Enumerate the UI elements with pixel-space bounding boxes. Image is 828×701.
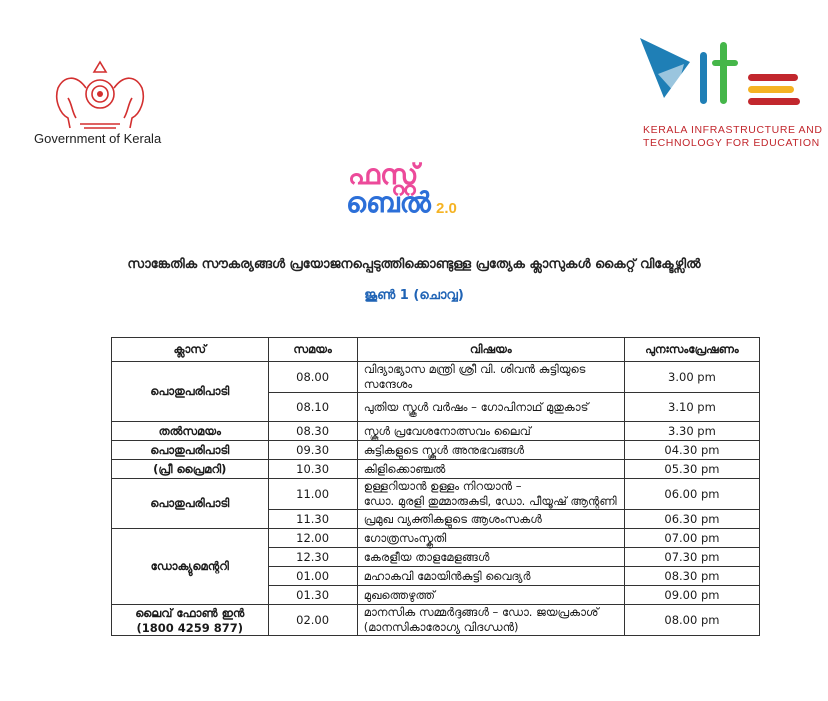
- rebroadcast-cell: 08.30 pm: [624, 567, 759, 586]
- subject-cell: മഹാകവി മോയിൻകുട്ടി വൈദ്യർ: [357, 567, 624, 586]
- class-cell: പൊതുപരിപാടി: [112, 479, 269, 529]
- class-cell: ഡോക്യുമെന്ററി: [112, 529, 269, 605]
- class-cell: പൊതുപരിപാടി: [112, 362, 269, 422]
- time-cell: 08.10: [268, 393, 357, 422]
- time-cell: 09.30: [268, 441, 357, 460]
- table-row: [112, 479, 760, 510]
- subject-cell: [357, 479, 624, 510]
- rebroadcast-cell: 05.30 pm: [624, 460, 759, 479]
- time-cell: 11.30: [268, 510, 357, 529]
- rebroadcast-cell: 3.00 pm: [624, 362, 759, 393]
- subject-line: വിദ്യാഭ്യാസ മന്ത്രി ശ്രീ വി. ശിവൻ കുട്ടിയുടെ: [363, 362, 586, 376]
- subject-cell: [357, 362, 624, 393]
- page-headline: സാങ്കേതിക സൗകര്യങ്ങൾ പ്രയോജനപ്പെടുത്തിക്കൊണ്ടുള്ള പ്രത്യേക ക്ലാസുകൾ കൈറ്റ് വിക്ടേഴ്സിൽ: [127, 257, 701, 272]
- rebroadcast-cell: 08.00 pm: [624, 605, 759, 636]
- subject-cell: കേരളീയ താളമേളങ്ങൾ: [357, 548, 624, 567]
- rebroadcast-cell: 06.00 pm: [624, 479, 759, 510]
- class-cell: തൽസമയം: [112, 422, 269, 441]
- time-cell: 01.30: [268, 586, 357, 605]
- time-cell: 01.00: [268, 567, 357, 586]
- kite-name-line-2: TECHNOLOGY FOR EDUCATION: [643, 137, 820, 149]
- schedule-date: ജൂൺ 1 (ചൊവ്വ): [364, 288, 464, 303]
- subject-line: ഉള്ളറിയാൻ ഉള്ളം നിറയാൻ –: [363, 479, 522, 493]
- table-row: [112, 422, 760, 441]
- subject-cell: ഗോത്രസംസ്കൃതി: [357, 529, 624, 548]
- class-line: ലൈവ് ഫോൺ ഇൻ: [135, 605, 245, 620]
- table-row: [112, 605, 760, 636]
- rebroadcast-cell: 07.00 pm: [624, 529, 759, 548]
- rebroadcast-cell: 09.00 pm: [624, 586, 759, 605]
- header-time: സമയം: [268, 338, 357, 362]
- rebroadcast-cell: 3.10 pm: [624, 393, 759, 422]
- subject-line-2: സന്ദേശം: [363, 377, 413, 391]
- time-cell: 12.00: [268, 529, 357, 548]
- phone-number: (1800 4259 877): [136, 620, 244, 635]
- first-bell-version: 2.0: [436, 200, 457, 217]
- time-cell: 08.00: [268, 362, 357, 393]
- table-row: [112, 362, 760, 393]
- subject-cell: പ്രമുഖ വ്യക്തികളുടെ ആശംസകൾ: [357, 510, 624, 529]
- subject-line-2: ഡോ. മുരളി തുമ്മാരുകുടി, ഡോ. പീയൂഷ് ആന്റണി: [363, 494, 617, 508]
- time-cell: 12.30: [268, 548, 357, 567]
- rebroadcast-cell: 07.30 pm: [624, 548, 759, 567]
- rebroadcast-cell: 06.30 pm: [624, 510, 759, 529]
- table-row: [112, 460, 760, 479]
- kite-logo-icon: [636, 34, 806, 116]
- time-cell: 11.00: [268, 479, 357, 510]
- subject-cell: പുതിയ സ്കൂൾ വർഷം – ഗോപിനാഥ് മുതുകാട്: [357, 393, 624, 422]
- time-cell: 10.30: [268, 460, 357, 479]
- header-rebroadcast: പുനഃസംപ്രേഷണം: [624, 338, 759, 362]
- rebroadcast-cell: 3.30 pm: [624, 422, 759, 441]
- subject-cell: കുട്ടികളുടെ സ്കൂൾ അനുഭവങ്ങൾ: [357, 441, 624, 460]
- first-bell-logo-line-1: ഫസ്റ്റ്: [348, 158, 419, 191]
- table-row: [112, 441, 760, 460]
- kerala-emblem-icon: [50, 58, 150, 130]
- class-cell: [112, 605, 269, 636]
- first-bell-logo-line-2: ബെൽ: [346, 186, 431, 219]
- header-class: ക്ലാസ്: [112, 338, 269, 362]
- class-cell: പൊതുപരിപാടി: [112, 441, 269, 460]
- kite-name-line-1: KERALA INFRASTRUCTURE AND: [643, 124, 823, 136]
- subject-cell: സ്കൂൾ പ്രവേശനോത്സവം ലൈവ്: [357, 422, 624, 441]
- rebroadcast-cell: 04.30 pm: [624, 441, 759, 460]
- time-cell: 08.30: [268, 422, 357, 441]
- subject-line-2: (മാനസികാരോഗ്യ വിദഗ്ധൻ): [363, 620, 519, 634]
- schedule-table: [111, 337, 760, 636]
- government-label: Government of Kerala: [34, 131, 162, 146]
- subject-line: മാനസിക സമ്മർദ്ദങ്ങൾ – ഡോ. ജയപ്രകാശ്: [363, 605, 599, 619]
- time-cell: 02.00: [268, 605, 357, 636]
- table-row: [112, 529, 760, 548]
- table-header-row: [112, 338, 760, 362]
- subject-cell: മുഖത്തെഴുത്ത്: [357, 586, 624, 605]
- header-subject: വിഷയം: [357, 338, 624, 362]
- subject-cell: കിളിക്കൊഞ്ചൽ: [357, 460, 624, 479]
- subject-cell: [357, 605, 624, 636]
- class-cell: (പ്രീ പ്രൈമറി): [112, 460, 269, 479]
